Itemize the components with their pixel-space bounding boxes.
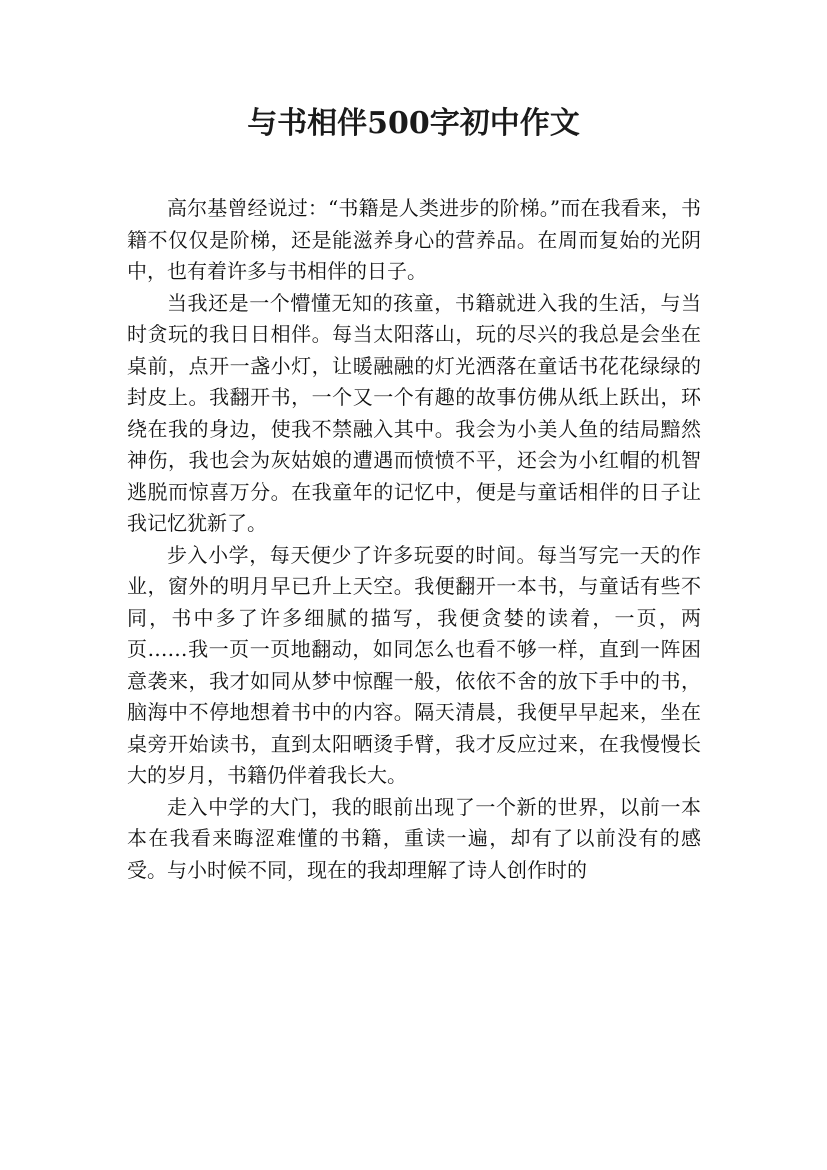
paragraph-2: 当我还是一个懵懂无知的孩童，书籍就进入我的生活，与当时贪玩的我日日相伴。每当太阳落山，玩的尽兴的我总是会坐在桌前，点开一盏小灯，让暖融融的灯光洒落在童话书花花绿绿的封皮上。我翻开书，一个又一个有趣的故事仿佛从纸上跃出，环绕在我的身边，使我不禁融入其中。我会为小美人鱼的结局黯然神伤，我也会为灰姑娘的遭遇而愤愤不平，还会为小红帽的机智逃脱而惊喜万分。在我童年的记忆中，便是与童话相伴的日子让我记忆犹新了。: [127, 290, 701, 535]
paragraph-3: 步入小学，每天便少了许多玩耍的时间。每当写完一天的作业，窗外的明月早已升上天空。我便翻开一本书，与童话有些不同，书中多了许多细腻的描写，我便贪婪的读着，一页，两页……我一页一页地翻动，如同怎么也看不够一样，直到一阵困意袭来，我才如同从梦中惊醒一般，依依不舍的放下手中的书，脑海中不停地想着书中的内容。隔天清晨，我便早早起来，坐在桌旁开始读书，直到太阳晒烫手臂，我才反应过来，在我慢慢长大的岁月，书籍仍伴着我长大。: [127, 542, 701, 787]
paragraph-1: 高尔基曾经说过：“书籍是人类进步的阶梯。”而在我看来，书籍不仅仅是阶梯，还是能滋养身心的营养品。在周而复始的光阴中，也有着许多与书相伴的日子。: [127, 196, 701, 283]
document-title: 与书相伴500字初中作文: [247, 106, 580, 141]
document-body: [127, 193, 701, 886]
paragraph-4: 走入中学的大门，我的眼前出现了一个新的世界，以前一本本在我看来晦涩难懂的书籍，重读一遍，却有了以前没有的感受。与小时候不同，现在的我却理解了诗人创作时的: [127, 794, 701, 882]
